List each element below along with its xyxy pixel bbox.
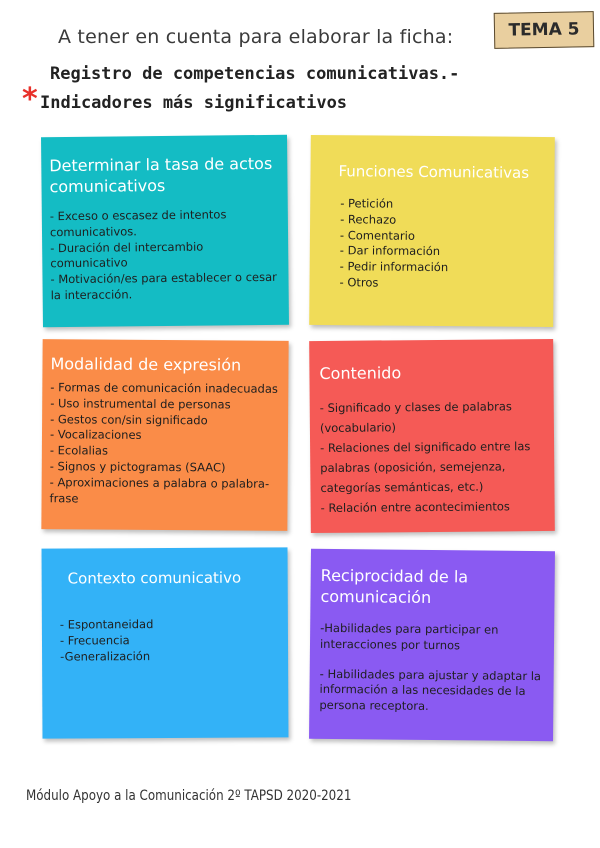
list-item: - Motivación/es para establecer o cesar la interacción.: [50, 270, 277, 303]
subtitle-indicadores: Indicadores más significativos: [40, 93, 348, 113]
list-item: - Frecuencia: [59, 632, 130, 648]
card-title: Funciones Comunicativas: [338, 162, 530, 182]
list-item: - Espontaneidad: [59, 617, 154, 632]
card-title: Contexto comunicativo: [67, 568, 242, 588]
card-title: Determinar la tasa de actos comunicativos: [49, 153, 273, 197]
list-item: - Signos y pictogramas (SAAC): [49, 459, 226, 475]
card-tasa-actos: [41, 135, 289, 328]
card-reciprocidad: [309, 549, 555, 742]
list-item: - Gestos con/sin significado: [50, 411, 208, 427]
list-item: - Ecolalias: [49, 443, 109, 458]
list-item: -Generalización: [60, 648, 151, 664]
page-title: A tener en cuenta para elaborar la ficha:: [58, 26, 454, 48]
list-item: - Vocalizaciones: [49, 427, 142, 443]
list-item: - Habilidades para ajustar y adaptar la información a las necesidades de la persona receptora.: [319, 666, 542, 714]
card-title: Modalidad de expresión: [50, 354, 242, 375]
list-item: - Significado y clases de palabras (vocabulario): [319, 399, 512, 435]
topic-badge: TEMA 5: [494, 11, 595, 49]
list-item: - Dar información: [339, 243, 441, 259]
card-contexto: [42, 547, 289, 738]
list-item: -Habilidades para participar en interacciones por turnos: [319, 620, 499, 653]
card-title: Reciprocidad de la comunicación: [320, 565, 469, 607]
list-item: - Relación entre acontecimientos: [320, 499, 510, 515]
list-item: - Otros: [339, 275, 379, 290]
card-title: Contenido: [319, 363, 402, 383]
subtitle-registro: Registro de competencias comunicativas.-: [50, 64, 460, 84]
list-item: - Formas de comunicación inadecuadas: [50, 380, 278, 396]
list-item: - Petición: [340, 196, 394, 211]
list-item: - Aproximaciones a palabra o palabra-frase: [49, 474, 270, 505]
card-contenido: [309, 339, 555, 533]
asterisk-icon: *: [22, 82, 38, 117]
footer-text: Módulo Apoyo a la Comunicación 2º TAPSD 2020-2021: [26, 788, 352, 804]
list-item: - Relaciones del significado entre las palabras (oposición, semejenza, categorías semánticas, etc.): [320, 439, 531, 495]
list-item: - Uso instrumental de personas: [50, 395, 231, 412]
list-item: - Pedir información: [339, 259, 449, 275]
list-item: - Comentario: [339, 227, 415, 243]
card-funciones: [309, 135, 555, 327]
card-modalidad: [41, 339, 288, 531]
list-item: - Rechazo: [340, 211, 397, 227]
list-item: - Exceso o escasez de intentos comunicativos.: [49, 207, 227, 240]
list-item: - Duración del intercambio comunicativo: [50, 239, 204, 271]
